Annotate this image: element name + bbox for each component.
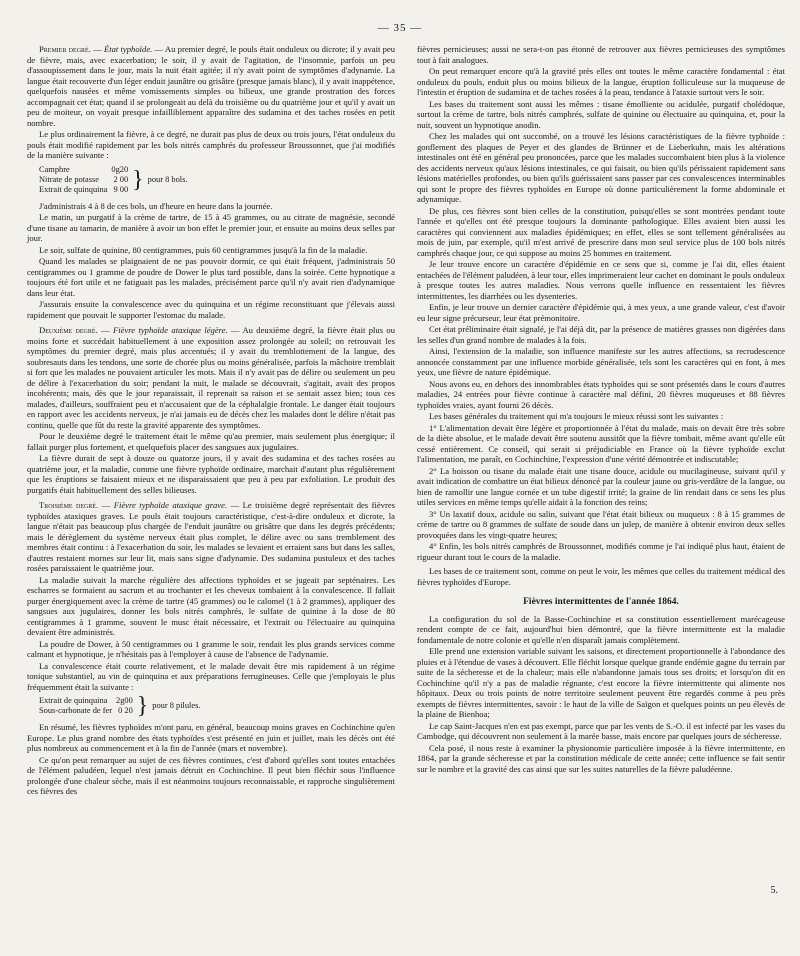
paragraph: Deuxième degré. — Fièvre typhoïde ataxique légère. — Au deuxième degré, la fièvre était plus ou moins forte et succédait habituellement à une exposition assez prolongée au soleil; on retrouvait les symptômes du premier degré, mais plus accentués; il y avait du tremblottement de la langue, des soubresauts dans les tendons, une sorte de chorée plus ou moins généralisée, parfois la mâchoire tremblait si fort que les malades ne pouvaient articuler les mots. Mais il n'y avait pas de délire ou seulement un peu de délire à l'exacerbation du soir; pendant la nuit, le malade se découvrait, s'agitait, avait des propos incohérents; mais, dès que le jour reparaissait, il reprenait sa raison et se sentait assez bien; tous ces malades, d'ailleurs, souffraient peu et n'accusaient que de la céphalalgie frontale. Le danger était toujours en rapport avec les accidents nerveux, je n'ai jamais eu de décès chez les malades dont le délire n'était pas continu, quelle que fût du reste la gravité apparente des symptômes. bbox=[27, 325, 395, 430]
left-column bbox=[27, 44, 395, 798]
paragraph: La fièvre durait de sept à douze ou quatorze jours, il y avait des sudamina et des taches rosées au quatrième jour, et la maladie, comme une fièvre typhoïde ordinaire, marchait d'autant plus régulièrement que les éruptions se faisaient mieux et ne disparaissaient que peu à peu par exfoliation. Le produit des purgatifs était habituellement des selles bilieuses. bbox=[27, 453, 395, 495]
treatment-list bbox=[417, 423, 785, 563]
section-title: État typhoïde. bbox=[103, 44, 153, 54]
paragraph: La configuration du sol de la Basse-Cochinchine et sa constitution essentiellement marécageuse rendent compte de ce fait, aujourd'hui bien démontré, que la fièvre intermittente est la maladie fondamentale de notre colonie et qu'elle n'en disparaît jamais complètement. bbox=[417, 613, 785, 645]
brace-icon: } bbox=[132, 166, 144, 193]
paragraph: Le cap Saint-Jacques n'en est pas exempt, parce que par les vents de S.-O. il est infecté par les vases du Cambodge, qui découvrent non seulement à la marée basse, mais encore par quelques jours de sécheresse. bbox=[417, 720, 785, 741]
paragraph: Pour le deuxième degré le traitement était le même qu'au premier, mais seulement plus énergique; il fallait purger plus fortement, et quelquefois placer des sangsues aux jugulaires. bbox=[27, 431, 395, 452]
paragraph: Le matin, un purgatif à la crème de tartre, de 15 à 45 grammes, ou au citrate de magnésie, secondé d'une tisane au tamarin, de manière à avoir un bon effet le premier jour, et ensuite au moins deux selles par jour. bbox=[27, 212, 395, 243]
list-item: 4° Enfin, les bols nitrés camphrés de Broussonnet, modifiés comme je l'ai indiqué plus haut, étaient de rigueur durant tout le cours de la maladie. bbox=[417, 541, 785, 562]
list-item: 2° La boisson ou tisane du malade était une tisane douce, acidule ou mucilagineuse, suivant qu'il y avait indication de combattre un état bilieux dénoncé par la couleur jaune ou gris-verdâtre de la langue, ou bien de ramollir une langue cornée et un tube digestif irrité; la graine de lin rendait dans ce sens les plus utiles services en même temps qu'elle aidait à la fonction des reins; bbox=[417, 465, 785, 507]
paragraph: Les bases générales du traitement qui m'a toujours le mieux réussi sont les suivantes : bbox=[429, 411, 724, 421]
paragraph: Je leur trouve encore un caractère d'épidémie en ce sens que si, comme je l'ai dit, elles étaient entachées de l'élément paludéen, à leur tour, elles imprimeraient leur cachet en dominant le pouls onduleux à presque toutes les autres maladies. Nous verrons quelle influence en ressentaient les fièvres intermittentes, les diarrhées ou les dysenteries. bbox=[417, 259, 785, 301]
paragraph: J'administrais 4 à 8 de ces bols, un d'heure en heure dans la journée. bbox=[39, 200, 273, 211]
paragraph: Le soir, sulfate de quinine, 80 centigrammes, puis 60 centigrammes jusqu'à la fin de la maladie. bbox=[39, 244, 368, 255]
paragraph: Ainsi, l'extension de la maladie, son influence manifeste sur les autres affections, sa recrudescence annoncée constamment par une influence morbide généralisée, tels sont les caractères qui en font, à mes yeux, une fièvre de nature épidémique. bbox=[417, 346, 785, 377]
list-item: 1° L'alimentation devait être légère et proportionnée à l'état du malade, mais on devait être très sobre de la diète absolue, et le malade devait être soutenu aussitôt que la fièvre tombait, même avant qu'elle eût cessé entièrement. Ce conseil, qui serait si préjudiciable en France où la fièvre typhoïde exclut l'alimentation, me paraît, en Cochinchine, l'expression d'une vérité démontrée et indiscutable; bbox=[417, 422, 785, 464]
paragraph: Cela posé, il nous reste à examiner la physionomie particulière imposée à la fièvre intermittente, en 1864, par la grande sécheresse et par la constitution médicale de cette année; cette influence se fait sentir sur le nombre et la gravité des cas ainsi que sur les suites naturelles de la fièvre paludéenne. bbox=[417, 742, 785, 774]
paragraph: Ce qu'on peut remarquer au sujet de ces fièvres continues, c'est d'abord qu'elles sont toutes entachées de l'élément paludéen, lequel n'est jamais détruit en Cochinchine. Il peut bien fléchir sous l'influence prolongée d'une chaleur sèche, mais il est néanmoins toujours reconnaissable, et rapproche singulièrement ces fièvres des bbox=[27, 754, 395, 796]
paragraph: La maladie suivait la marche régulière des affections typhoïdes et se jugeait par septénaires. Les escharres se formaient au sacrum et au trochanter et les cheveux tombaient à la convalescence. Il fallait purger énergiquement avec la crème de tartre (45 grammes) ou le calomel (1 à 2 grammes), appliquer des sangsues aux jugulaires, donner les bols nitrés camphrés, le sulfate de quinine à la dose de 80 centigrammes à 1 gramme, souvent le musc était nécessaire, et l'extrait ou l'électuaire au quinquina devaient être administrés. bbox=[27, 574, 395, 637]
paragraph: La poudre de Dower, à 50 centigrammes ou 1 gramme le soir, rendait les plus grands services comme calmant et hypnotique, je n'hésitais pas à l'employer à cause de l'absence de l'adynamie. bbox=[27, 638, 395, 659]
signature-mark: 5. bbox=[770, 885, 778, 896]
section-heading: Fièvres intermittentes de l'année 1864. bbox=[523, 597, 679, 607]
section-lead: Deuxième degré. bbox=[39, 325, 98, 335]
section-lead: Troisième degré. bbox=[39, 500, 99, 510]
page-number: — 35 — bbox=[377, 22, 423, 34]
paragraph: Nous avons eu, en dehors des innombrables états typhoïdes qui se sont présentés dans le cours d'autres maladies, 24 entrées pour fièvre continue à caractère mal défini, 20 fièvres muqueuses et 88 fièvres typhoïdes vraies, ayant fourni 26 décès. bbox=[417, 378, 785, 410]
paragraph: Cet état préliminaire était signalé, je l'ai déjà dit, par la présence de matières grasses non digérées dans les selles d'un grand nombre de malades à la fois. bbox=[417, 324, 785, 345]
paragraph: De plus, ces fièvres sont bien celles de la constitution, puisqu'elles se sont montrées pendant toute l'année et qu'elles ont été presque toujours la dominante pathologique. Elles avaient bien aussi les caractères qui conviennent aux maladies épidémiques; en effet, elles se sont tellement généralisées au mois de juin, par exemple, qu'il m'est arrivé de prescrire dans mon seul service plus de 100 bols nitrés camphrés chaque jour, ce qui suppose au moins 25 hommes en traitement. bbox=[417, 205, 785, 258]
paragraph: La convalescence était courte relativement, et le malade devait être mis rapidement à un régime tonique substantiel, au vin de quinquina et aux préparations ferrugineuses. Celle que j'employais le plus fréquemment était la suivante : bbox=[27, 660, 395, 692]
paragraph: Les bases de ce traitement sont, comme on peut le voir, les mêmes que celles du traitement médical des fièvres typhoïdes d'Europe. bbox=[417, 566, 785, 587]
paragraph: Chez les malades qui ont succombé, on a trouvé les lésions caractéristiques de la fièvre typhoïde : gonflement des plaques de Peyer et des glandes de Brünner et de Lieberkuhn, mais les altérations intestinales ont été en général peu prononcées, parce que les malades succombaient bien plus à la violence des accidents nerveux qu'aux lésions intestinales, ce qui faisait, ou bien qu'ils périssaient rapidement sans lésions matérielles profondes, ou bien qu'ils guérissaient sans passer par ces convalescences interminables qui sont le propre des fièvres typhoïdes en Europe où donne particulièrement la forme abdominale et adynamique. bbox=[417, 131, 785, 204]
paragraph: J'assurais ensuite la convalescence avec du quinquina et un régime reconstituant que j'élevais aussi rapidement que pouvait le supporter l'estomac du malade. bbox=[27, 299, 395, 320]
paragraph: Quand les malades se plaignaient de ne pas pouvoir dormir, ce qui était fréquent, j'administrais 50 centigrammes ou 1 gramme de poudre de Dower le plus tard possible, dans la soirée. Cette hypnotique a toujours été fort utile et ne fatiguait pas les malades, précisément parce qu'il n'y avait rien d'adynamique dans leur état. bbox=[27, 256, 395, 298]
paragraph: Le plus ordinairement la fièvre, à ce degré, ne durait pas plus de deux ou trois jours, l'état onduleux du pouls était modifié rapidement par les bols nitrés camphrés du professeur Broussonnet, que j'ai modifiés de la manière suivante : bbox=[27, 129, 395, 160]
list-item: 3° Un laxatif doux, acidule ou salin, suivant que l'état était bilieux ou muqueux : 8 à 15 grammes de crème de tartre ou 8 grammes de sulfate de soude dans un julep, de manière à obtenir environ deux selles provoquées dans les vingt-quatre heures; bbox=[417, 508, 785, 540]
section-title: Fièvre typhoïde ataxique grave. bbox=[113, 500, 228, 510]
paragraph: Enfin, je leur trouve un dernier caractère d'épidémie qui, à mes yeux, a une grande valeur, c'est d'avoir eu leur signe précurseur, leur état prémonitoire. bbox=[417, 302, 785, 323]
paragraph: Les bases du traitement sont aussi les mêmes : tisane émolliente ou acidulée, purgatif cholédoque, surtout la crème de tartre, bols nitrés camphrés, sulfate de quinine ou électuaire au quinquina, et, pour la nuit, souvent un hypnotique anodin. bbox=[417, 98, 785, 130]
paragraph: Troisième degré. — Fièvre typhoïde ataxique grave. — Le troisième degré représentait des fièvres typhoïdes ataxiques graves. Le pouls était toujours caractéristique, c'est-à-dire onduleux et dicrote, la langue n'était pas beaucoup plus chargée de l'enduit jaunâtre ou grisâtre que dans les degrés précédents; mais le dérèglement du système nerveux était plus complet, le délire avec ou sans tremblement des membres était continu : à l'exacerbation du soir, les malades se levaient et erraient sans but dans les salles, d'autres restaient mornes sur leur lit, mais sans signe d'adynamie. Des sudamina pustuleux et des taches rosées paraissaient le quatrième jour. bbox=[27, 500, 395, 573]
right-column bbox=[417, 44, 785, 775]
paragraph: Elle prend une extension variable suivant les saisons, et directement proportionnelle à l'abondance des pluies et à l'étendue de vases à découvert. Elle fléchit lorsque quelque grande endémie gagne du terrain par suite de la sécheresse et de la chaleur; mais elle n'abandonne jamais tous ses droits; et lorsqu'on dit en Cochinchine qu'il n'y a pas de maladie régnante, c'est encore la fièvre intermittente qui alimente nos hôpitaux. Deux ou trois points de notre territoire seulement peuvent être regardés comme à peu près exempts de fièvres intermittentes, savoir : le haut de la ville de Saïgon et quelques points un peu élevés de la plaine de Bienhoa; bbox=[417, 646, 785, 719]
paragraph: En résumé, les fièvres typhoïdes m'ont paru, en général, beaucoup moins graves en Cochinchine qu'en Europe. Le plus grand nombre des états typhoïdes s'est présenté en juin et juillet, mais les décès ont été plus nombreux au commencement et à la fin de l'année (mars et novembre). bbox=[27, 722, 395, 753]
paragraph: Premier degré. — État typhoïde. — Au premier degré, le pouls était onduleux ou dicrote; il y avait peu de fièvre, mais, avec exacerbation; le soir, il y avait de l'agitation, de l'insomnie, parfois un peu d'assoupissement dans le jour, mais la nuit était agitée; il n'y avait point de symptômes d'adynamie. La langue était recouverte d'un léger enduit jaunâtre ou grisâtre (presque jamais blanc), il y avait inappétence, quelquefois nausées et même vomissements simples ou bilieux, une grande prostration des forces accompagnait cet état; quand il se prolongeait au delà du troisième ou du quatrième jour et qu'il y avait un peu de moiteur, on voyait presque infailliblement apparaître des sudamina et des taches rosées en petit nombre. bbox=[27, 44, 396, 128]
paragraph: fièvres pernicieuses; aussi ne sera-t-on pas étonné de retrouver aux fièvres pernicieuses des symptômes tout à fait analogues. bbox=[417, 44, 785, 65]
paragraph: On peut remarquer encore qu'à la gravité près elles ont toutes le même caractère fondamental : état onduleux du pouls, enduit plus ou moins bilieux de la langue, éruption folliculeuse sur la muqueuse de l'intestin et éruption de sudamina et de taches rosées à la peau, tendance à l'ataxie surtout vers le soir. bbox=[417, 66, 785, 97]
brace-icon: } bbox=[136, 693, 149, 719]
section-title: Fièvre typhoïde ataxique légère. bbox=[113, 325, 228, 335]
formula-table: Camphre 0g20 } pour 8 bols. Nitrate de potasse 2 00 Extrait de quinquina 9 00 bbox=[39, 164, 188, 194]
formula-table: Extrait de quinquina 2g00 } pour 8 pilules. Sous-carbonate de fer 0 20 bbox=[39, 693, 201, 719]
section-lead: Premier degré. bbox=[39, 44, 91, 54]
